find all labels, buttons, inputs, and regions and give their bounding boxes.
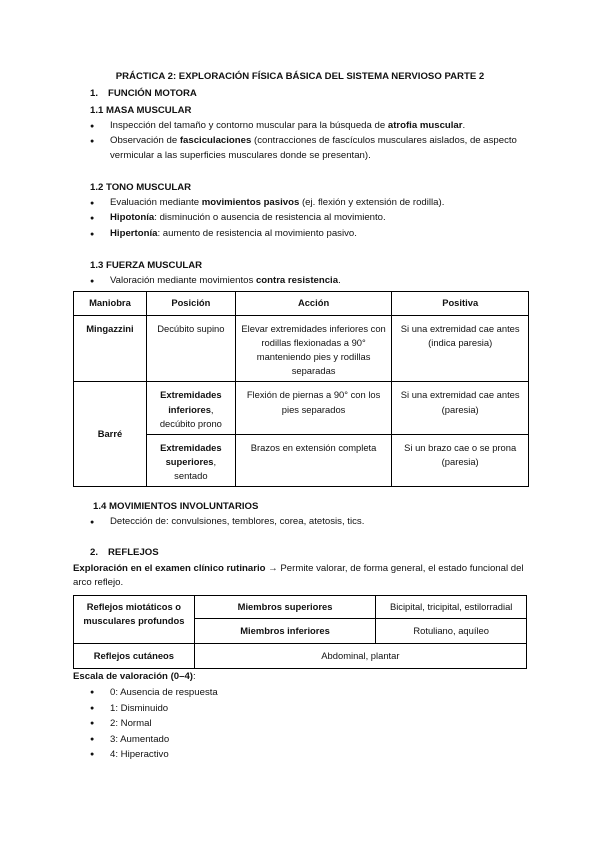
reflejos-table — [73, 595, 527, 669]
header-positiva: Positiva — [392, 292, 529, 316]
cell-maniobra-barre: Barré — [74, 382, 147, 487]
cell-posicion: Decúbito supino — [146, 316, 235, 382]
fuerza-muscular-heading: 1.3 FUERZA MUSCULAR — [90, 260, 203, 271]
section-1-title: FUNCIÓN MOTORA — [108, 88, 197, 99]
header-posicion: Posición — [146, 292, 235, 316]
header-accion: Acción — [235, 292, 392, 316]
masa-muscular-list — [90, 119, 530, 163]
cell-accion: Flexión de piernas a 90° con los pies separados — [235, 382, 392, 434]
header-maniobra: Maniobra — [74, 292, 147, 316]
list-item: ● Hipertonía: aumento de resistencia al movimiento pasivo. — [90, 227, 530, 241]
cell-posicion: Extremidades superiores, sentado — [146, 434, 235, 486]
cell-miembros-inferiores: Miembros inferiores — [194, 619, 376, 644]
fuerza-muscular-list — [90, 274, 530, 288]
list-item: ● Hipotonía: disminución o ausencia de resistencia al movimiento. — [90, 211, 530, 225]
escala-list — [90, 685, 390, 763]
fuerza-muscular-table — [73, 291, 529, 487]
list-item: ● 2: Normal — [90, 716, 390, 732]
list-item: ● Detección de: convulsiones, temblores, corea, atetosis, tics. — [90, 515, 530, 529]
cell-positiva: Si una extremidad cae antes (paresia) — [392, 382, 529, 434]
section-2-title: REFLEJOS — [108, 547, 159, 558]
reflejos-intro: Exploración en el examen clínico rutinario → Permite valorar, de forma general, el estado funcional del arco reflejo. — [73, 563, 524, 589]
cell-miembros-superiores: Miembros superiores — [194, 596, 376, 619]
table-row — [74, 644, 527, 669]
list-item: ● Valoración mediante movimientos contra resistencia. — [90, 274, 530, 288]
section-1-heading — [90, 87, 197, 101]
cell-accion: Elevar extremidades inferiores con rodillas flexionadas a 90° manteniendo pies y rodillas separadas — [235, 316, 392, 382]
section-2-number: 2. — [90, 547, 99, 558]
page-title: PRÁCTICA 2: EXPLORACIÓN FÍSICA BÁSICA DEL SISTEMA NERVIOSO PARTE 2 — [115, 71, 485, 82]
cell-cutaneos-valores: Abdominal, plantar — [194, 644, 526, 669]
section-2-heading — [90, 546, 159, 560]
cell-superiores-valores: Bicipital, tricipital, estilorradial — [376, 596, 527, 619]
movimientos-involuntarios-list — [90, 515, 530, 529]
cell-posicion: Extremidades inferiores, decúbito prono — [146, 382, 235, 434]
masa-muscular-heading: 1.1 MASA MUSCULAR — [90, 105, 192, 116]
table-row — [74, 382, 529, 434]
section-1-number: 1. — [90, 88, 99, 99]
cell-positiva: Si una extremidad cae antes (indica paresia) — [392, 316, 529, 382]
tono-muscular-heading: 1.2 TONO MUSCULAR — [90, 182, 192, 193]
escala-heading: Escala de valoración (0–4): — [73, 671, 196, 682]
cell-reflejos-cutaneos: Reflejos cutáneos — [74, 644, 195, 669]
cell-positiva: Si un brazo cae o se prona (paresia) — [392, 434, 529, 486]
cell-maniobra-mingazzini: Mingazzini — [74, 316, 147, 382]
list-item: ● 3: Aumentado — [90, 732, 390, 748]
cell-reflejos-miotaticos: Reflejos miotáticos o musculares profundos — [74, 596, 195, 644]
table-row — [74, 596, 527, 619]
table-row — [74, 316, 529, 382]
list-item: ● 1: Disminuido — [90, 701, 390, 717]
tono-muscular-list — [90, 196, 530, 241]
movimientos-involuntarios-heading: 1.4 MOVIMIENTOS INVOLUNTARIOS — [93, 501, 259, 512]
list-item: ● 0: Ausencia de respuesta — [90, 685, 390, 701]
list-item: ● Inspección del tamaño y contorno muscular para la búsqueda de atrofia muscular. — [90, 119, 530, 133]
list-item: ● Observación de fasciculaciones (contracciones de fascículos musculares aislados, de aspecto vermicular a las superficies musculares donde se presentan). — [90, 134, 530, 163]
list-item: ● Evaluación mediante movimientos pasivos (ej. flexión y extensión de rodilla). — [90, 196, 530, 210]
table-header-row — [74, 292, 529, 316]
list-item: ● 4: Hiperactivo — [90, 747, 390, 763]
cell-accion: Brazos en extensión completa — [235, 434, 392, 486]
cell-inferiores-valores: Rotuliano, aquíleo — [376, 619, 527, 644]
